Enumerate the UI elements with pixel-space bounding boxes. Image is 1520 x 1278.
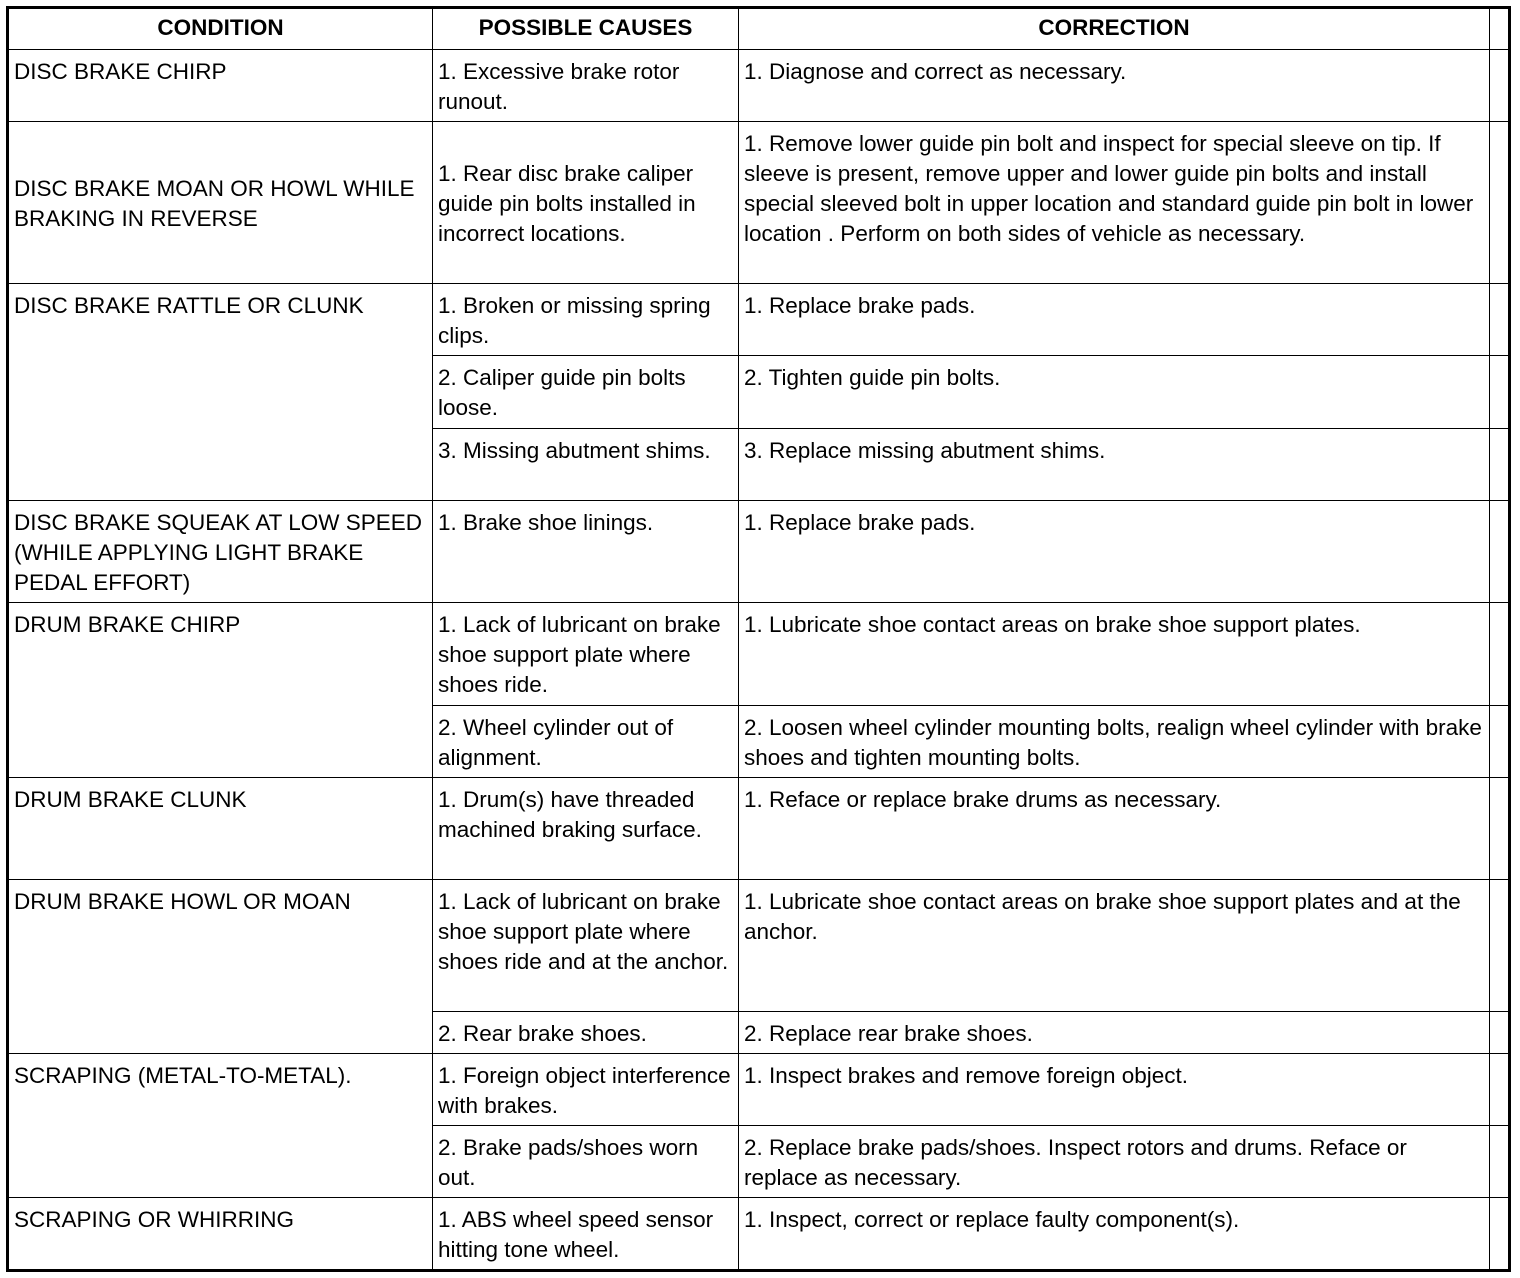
blank-cell bbox=[1490, 706, 1510, 778]
table-row bbox=[8, 284, 1510, 356]
condition-cell: DISC BRAKE RATTLE OR CLUNK bbox=[8, 284, 433, 501]
correction-cell: 2. Replace rear brake shoes. bbox=[739, 1012, 1490, 1054]
cause-cell: 2. Brake pads/shoes worn out. bbox=[433, 1126, 739, 1198]
table-row bbox=[8, 778, 1510, 880]
correction-cell: 1. Lubricate shoe contact areas on brake shoe support plates and at the anchor. bbox=[739, 880, 1490, 1012]
correction-cell: 1. Replace brake pads. bbox=[739, 501, 1490, 603]
blank-cell bbox=[1490, 122, 1510, 284]
cause-cell: 1. Lack of lubricant on brake shoe support plate where shoes ride and at the anchor. bbox=[433, 880, 739, 1012]
condition-cell: SCRAPING (METAL-TO-METAL). bbox=[8, 1054, 433, 1198]
cause-cell: 2. Wheel cylinder out of alignment. bbox=[433, 706, 739, 778]
cause-cell: 1. Excessive brake rotor runout. bbox=[433, 50, 739, 122]
table-body bbox=[8, 50, 1510, 1271]
header-condition: CONDITION bbox=[8, 8, 433, 50]
table-row bbox=[8, 50, 1510, 122]
blank-cell bbox=[1490, 778, 1510, 880]
condition-cell: SCRAPING OR WHIRRING bbox=[8, 1198, 433, 1271]
condition-cell: DRUM BRAKE CLUNK bbox=[8, 778, 433, 880]
table-row bbox=[8, 1198, 1510, 1271]
correction-cell: 1. Replace brake pads. bbox=[739, 284, 1490, 356]
blank-cell bbox=[1490, 1198, 1510, 1271]
condition-cell: DRUM BRAKE CHIRP bbox=[8, 603, 433, 778]
cause-cell: 1. Brake shoe linings. bbox=[433, 501, 739, 603]
blank-cell bbox=[1490, 429, 1510, 501]
header-possible-causes: POSSIBLE CAUSES bbox=[433, 8, 739, 50]
correction-cell: 1. Reface or replace brake drums as necessary. bbox=[739, 778, 1490, 880]
correction-cell: 2. Replace brake pads/shoes. Inspect rotors and drums. Reface or replace as necessary. bbox=[739, 1126, 1490, 1198]
cause-cell: 2. Rear brake shoes. bbox=[433, 1012, 739, 1054]
header-blank-column bbox=[1490, 8, 1510, 50]
blank-cell bbox=[1490, 880, 1510, 1012]
correction-cell: 1. Remove lower guide pin bolt and inspect for special sleeve on tip. If sleeve is present, remove upper and lower guide pin bolts and install special sleeved bolt in upper location and standard guide pin bolt in lower location . Perform on both sides of vehicle as necessary. bbox=[739, 122, 1490, 284]
blank-cell bbox=[1490, 603, 1510, 706]
header-row bbox=[8, 8, 1510, 50]
correction-cell: 2. Tighten guide pin bolts. bbox=[739, 356, 1490, 429]
blank-cell bbox=[1490, 356, 1510, 429]
table-row bbox=[8, 122, 1510, 284]
blank-cell bbox=[1490, 1126, 1510, 1198]
blank-cell bbox=[1490, 1012, 1510, 1054]
cause-cell: 1. Broken or missing spring clips. bbox=[433, 284, 739, 356]
condition-cell: DISC BRAKE SQUEAK AT LOW SPEED (WHILE APPLYING LIGHT BRAKE PEDAL EFFORT) bbox=[8, 501, 433, 603]
correction-cell: 1. Diagnose and correct as necessary. bbox=[739, 50, 1490, 122]
condition-cell: DRUM BRAKE HOWL OR MOAN bbox=[8, 880, 433, 1054]
table-row bbox=[8, 1054, 1510, 1126]
cause-cell: 1. Foreign object interference with brakes. bbox=[433, 1054, 739, 1126]
table-row bbox=[8, 603, 1510, 706]
cause-cell: 1. ABS wheel speed sensor hitting tone wheel. bbox=[433, 1198, 739, 1271]
cause-cell: 1. Rear disc brake caliper guide pin bolts installed in incorrect locations. bbox=[433, 122, 739, 284]
diagnosis-table bbox=[6, 6, 1511, 1272]
condition-cell: DISC BRAKE CHIRP bbox=[8, 50, 433, 122]
cause-cell: 2. Caliper guide pin bolts loose. bbox=[433, 356, 739, 429]
blank-cell bbox=[1490, 284, 1510, 356]
blank-cell bbox=[1490, 1054, 1510, 1126]
condition-cell: DISC BRAKE MOAN OR HOWL WHILE BRAKING IN REVERSE bbox=[8, 122, 433, 284]
correction-cell: 1. Inspect brakes and remove foreign object. bbox=[739, 1054, 1490, 1126]
correction-cell: 3. Replace missing abutment shims. bbox=[739, 429, 1490, 501]
blank-cell bbox=[1490, 50, 1510, 122]
blank-cell bbox=[1490, 501, 1510, 603]
correction-cell: 1. Inspect, correct or replace faulty component(s). bbox=[739, 1198, 1490, 1271]
table-row bbox=[8, 501, 1510, 603]
correction-cell: 1. Lubricate shoe contact areas on brake shoe support plates. bbox=[739, 603, 1490, 706]
table-row bbox=[8, 880, 1510, 1012]
cause-cell: 1. Lack of lubricant on brake shoe support plate where shoes ride. bbox=[433, 603, 739, 706]
cause-cell: 3. Missing abutment shims. bbox=[433, 429, 739, 501]
correction-cell: 2. Loosen wheel cylinder mounting bolts, realign wheel cylinder with brake shoes and tighten mounting bolts. bbox=[739, 706, 1490, 778]
table-header bbox=[8, 8, 1510, 50]
cause-cell: 1. Drum(s) have threaded machined braking surface. bbox=[433, 778, 739, 880]
header-correction: CORRECTION bbox=[739, 8, 1490, 50]
